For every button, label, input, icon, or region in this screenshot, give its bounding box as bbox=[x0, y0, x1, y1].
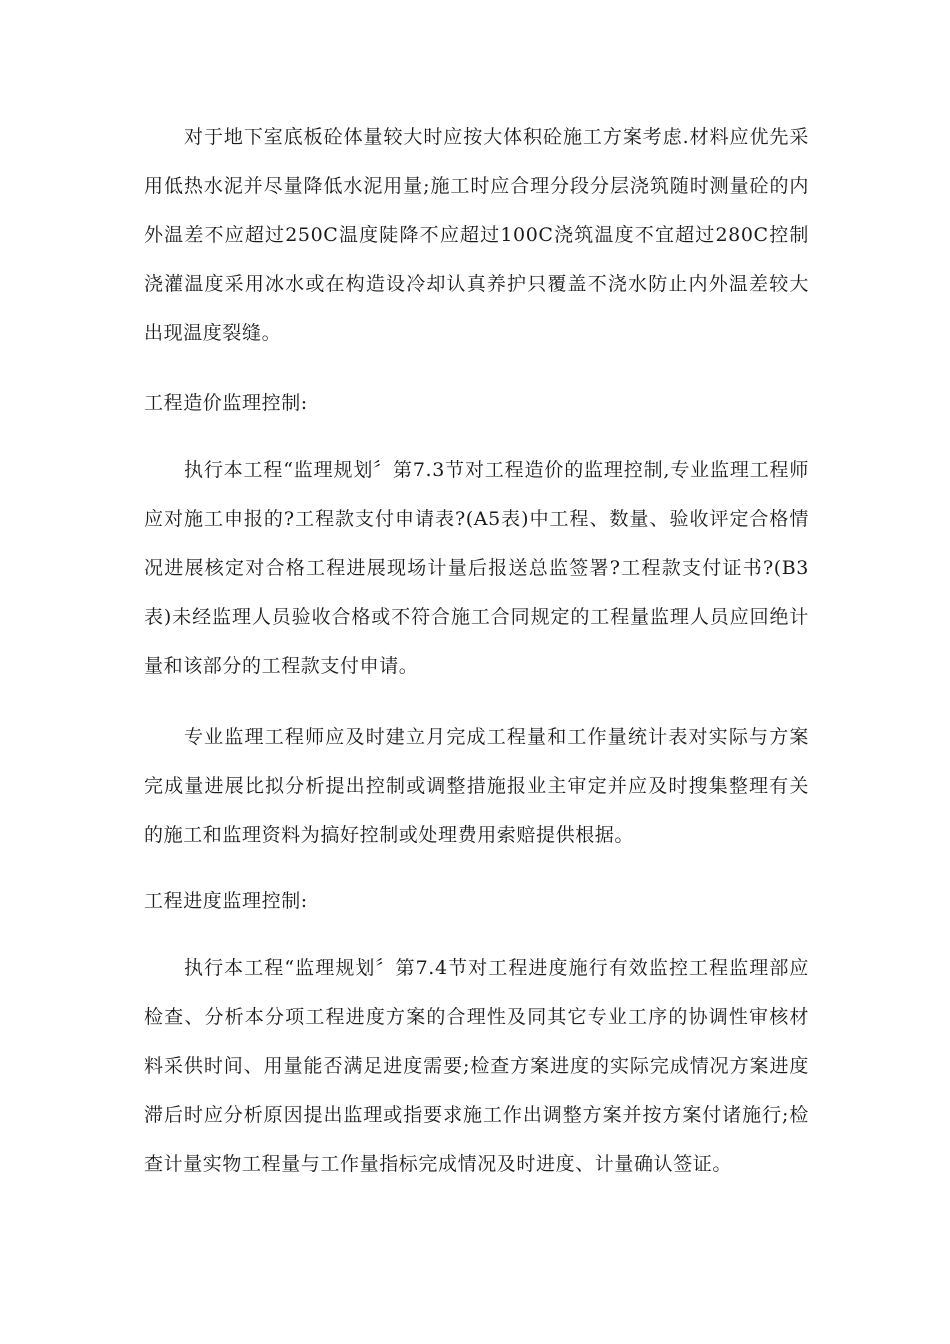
paragraph-cost-control bbox=[144, 446, 809, 691]
paragraph-text: 专业监理工程师应及时建立月完成工程量和工作量统计表对实际与方案完成量进展比拟分析提出控制或调整措施报业主审定并应及时搜集整理有关的施工和监理资料为搞好控制或处理费用索赔提供根据。 bbox=[144, 726, 809, 846]
heading-progress-control bbox=[144, 877, 809, 926]
paragraph-text: 执行本工程“监理规划〞第7.3节对工程造价的监理控制,专业监理工程师应对施工申报的?工程款支付申请表?(A5表)中工程、数量、验收评定合格情况进展核定对合格工程进展现场计量后报送总监签署?工程款支付证书?(B3表)未经监理人员验收合格或不符合施工合同规定的工程量监理人员应回绝计量和该部分的工程款支付申请。 bbox=[144, 459, 809, 677]
paragraph-progress-control bbox=[144, 944, 809, 1189]
heading-text: 工程进度监理控制: bbox=[144, 890, 308, 912]
paragraph-concrete-temperature bbox=[144, 113, 809, 358]
heading-cost-control bbox=[144, 379, 809, 428]
paragraph-text: 对于地下室底板砼体量较大时应按大体积砼施工方案考虑.材料应优先采用低热水泥并尽量降低水泥用量;施工时应合理分段分层浇筑随时测量砼的内外温差不应超过250C温度陡降不应超过100C浇筑温度不宜超过280C控制浇灌温度采用冰水或在构造设冷却认真养护只覆盖不浇水防止内外温差较大出现温度裂缝。 bbox=[144, 126, 809, 344]
paragraph-cost-statistics bbox=[144, 713, 809, 860]
paragraph-text: 执行本工程“监理规划〞第7.4节对工程进度施行有效监控工程监理部应检查、分析本分项工程进度方案的合理性及同其它专业工序的协调性审核材料采供时间、用量能否满足进度需要;检查方案进度的实际完成情况方案进度滞后时应分析原因提出监理或指要求施工作出调整方案并按方案付诸施行;检查计量实物工程量与工作量指标完成情况及时进度、计量确认签证。 bbox=[144, 957, 809, 1175]
heading-text: 工程造价监理控制: bbox=[144, 392, 308, 414]
